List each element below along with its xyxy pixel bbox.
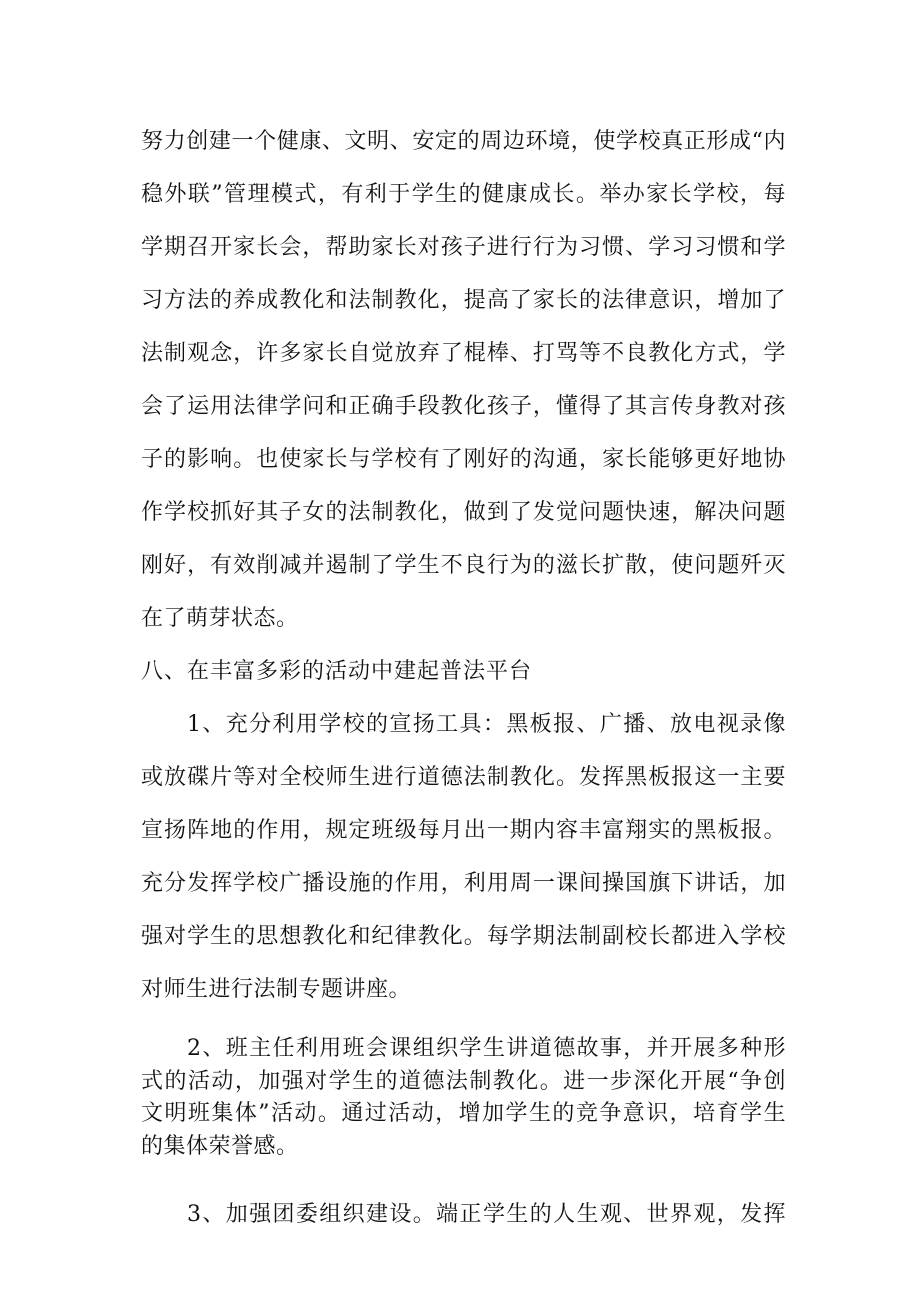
- paragraph-line: 2、班主任利用班会课组织学生讲道德故事，并开展多种形: [187, 1036, 786, 1061]
- paragraph-line: 3、加强团委组织建设。端正学生的人生观、世界观，发挥: [187, 1202, 786, 1227]
- paragraph-line: 式的活动，加强对学生的道德法制教化。进一步深化开展“争创: [141, 1069, 786, 1094]
- paragraph-line: 宣扬阵地的作用，规定班级每月出一期内容丰富翔实的黑板报。: [141, 818, 786, 843]
- paragraph-line: 法制观念，许多家长自觉放弃了棍棒、打骂等不良教化方式，学: [141, 341, 786, 366]
- paragraph-line: 子的影响。也使家长与学校有了刚好的沟通，家长能够更好地协: [141, 447, 786, 472]
- section-heading: 八、在丰富多彩的活动中建起普法平台: [141, 659, 533, 684]
- paragraph-line: 充分发挥学校广播设施的作用，利用周一课间操国旗下讲话，加: [141, 871, 786, 896]
- paragraph-line: 的集体荣誉感。: [141, 1134, 299, 1159]
- paragraph-line: 会了运用法律学问和正确手段教化孩子，懂得了其言传身教对孩: [141, 394, 786, 419]
- paragraph-line: 对师生进行法制专题讲座。: [141, 977, 412, 1002]
- paragraph-line: 1、充分利用学校的宣扬工具：黑板报、广播、放电视录像: [187, 712, 786, 737]
- paragraph-line: 努力创建一个健康、文明、安定的周边环境，使学校真正形成“内: [141, 129, 786, 154]
- paragraph-line: 在了萌芽状态。: [141, 606, 299, 631]
- paragraph-line: 作学校抓好其子女的法制教化，做到了发觉问题快速，解决问题: [141, 500, 786, 525]
- paragraph-line: 习方法的养成教化和法制教化，提高了家长的法律意识，增加了: [141, 288, 786, 313]
- paragraph-line: 文明班集体”活动。通过活动，增加学生的竞争意识，培育学生: [141, 1101, 786, 1126]
- paragraph-line: 刚好，有效削减并遏制了学生不良行为的滋长扩散，使问题歼灭: [141, 553, 786, 578]
- paragraph-line: 强对学生的思想教化和纪律教化。每学期法制副校长都进入学校: [141, 924, 786, 949]
- paragraph-line: 学期召开家长会，帮助家长对孩子进行行为习惯、学习习惯和学: [141, 235, 786, 260]
- paragraph-line: 稳外联”管理模式，有利于学生的健康成长。举办家长学校，每: [141, 182, 786, 207]
- paragraph-line: 或放碟片等对全校师生进行道德法制教化。发挥黑板报这一主要: [141, 765, 786, 790]
